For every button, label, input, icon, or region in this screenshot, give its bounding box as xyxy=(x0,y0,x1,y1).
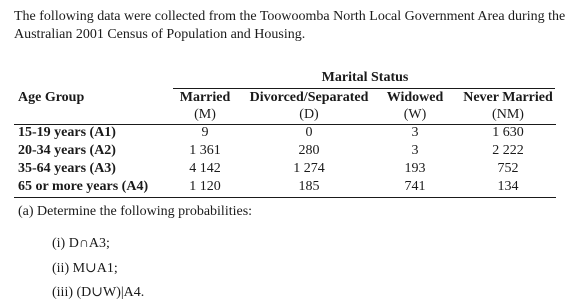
table-cell: 134 xyxy=(497,179,519,194)
table-cell: 1 120 xyxy=(189,179,221,194)
table-cell: 1 274 xyxy=(293,161,325,176)
col-code-widowed: (W) xyxy=(403,107,427,122)
table-cell: 0 xyxy=(305,125,313,140)
table-cell: 4 142 xyxy=(189,161,221,176)
row-label: 65 or more years (A4) xyxy=(18,179,149,194)
marital-status-header: Marital Status xyxy=(321,70,409,85)
table-cell: 741 xyxy=(404,179,426,194)
table-cell: 280 xyxy=(298,143,320,158)
row-label: 20-34 years (A2) xyxy=(18,143,116,158)
col-code-married: (M) xyxy=(194,107,216,122)
col-header-divorced: Divorced/Separated xyxy=(249,90,369,105)
table-cell: 193 xyxy=(404,161,426,176)
table-cell: 1 361 xyxy=(189,143,221,158)
table-cell: 2 222 xyxy=(492,143,524,158)
col-header-widowed: Widowed xyxy=(386,90,444,105)
intro-paragraph: The following data were collected from the Toowoomba North Local Government Area during the Australian 2001 Census of Population and Housing. xyxy=(14,9,566,42)
table-cell: 3 xyxy=(411,125,419,140)
col-header-never-married: Never Married xyxy=(463,90,553,105)
table-cell: 185 xyxy=(298,179,320,194)
age-group-header: Age Group xyxy=(18,90,85,105)
col-code-divorced: (D) xyxy=(299,107,319,122)
table-cell: 1 630 xyxy=(492,125,524,140)
table-cell: 9 xyxy=(201,125,209,140)
question-prompt: (a) Determine the following probabilities: xyxy=(18,204,253,219)
bottom-rule xyxy=(14,197,556,198)
col-header-married: Married xyxy=(179,90,231,105)
question-part: (ii) M∪A1; xyxy=(52,261,118,276)
row-label: 15-19 years (A1) xyxy=(18,125,116,140)
col-code-never-married: (NM) xyxy=(492,107,524,122)
question-part: (iii) (D∪W)|A4. xyxy=(52,285,145,300)
group-header-rule xyxy=(173,88,555,89)
table-cell: 3 xyxy=(411,143,419,158)
question-part: (i) D∩A3; xyxy=(52,236,110,251)
row-label: 35-64 years (A3) xyxy=(18,161,116,176)
table-cell: 752 xyxy=(497,161,519,176)
